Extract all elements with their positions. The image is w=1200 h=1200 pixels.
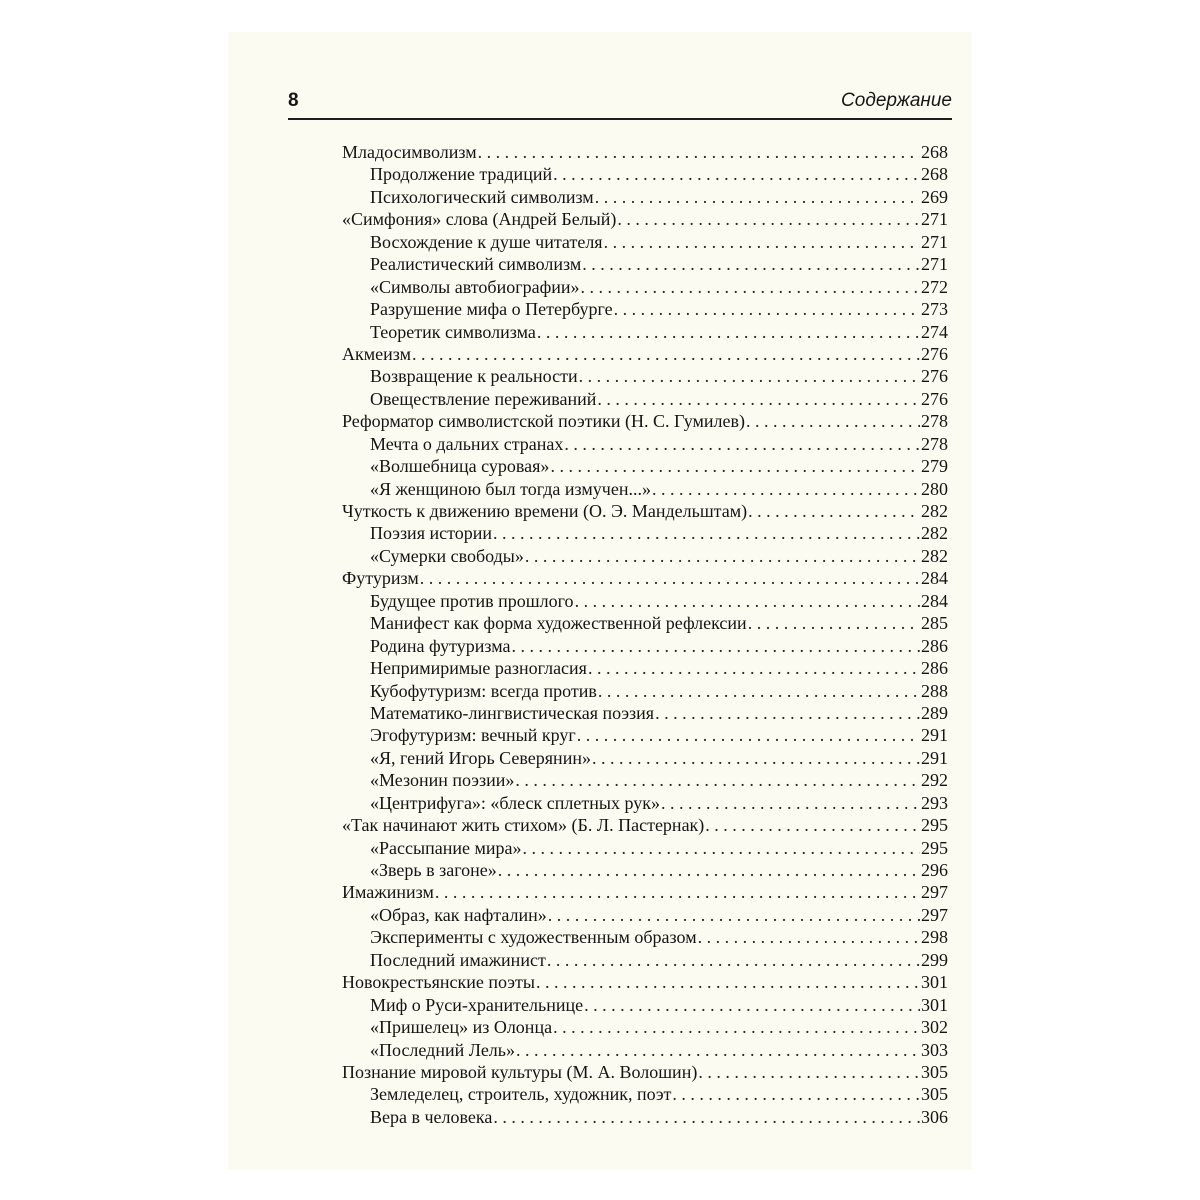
- toc-entry-title: Реалистический символизм: [370, 254, 582, 275]
- toc-entry-page: 280: [921, 478, 948, 499]
- toc-section-entry: [342, 748, 948, 770]
- dot-leader: [579, 366, 920, 387]
- toc-section-entry: [342, 703, 948, 725]
- dot-leader: [575, 591, 920, 612]
- toc-entry-title: Кубофутуризм: всегда против: [370, 680, 597, 701]
- toc-section-entry: [342, 860, 948, 882]
- dot-leader: [614, 299, 920, 320]
- dot-leader: [435, 882, 920, 903]
- dot-leader: [582, 254, 920, 275]
- toc-section-entry: [342, 254, 948, 276]
- dot-leader: [748, 501, 920, 522]
- toc-entry-page: 297: [921, 904, 948, 925]
- toc-entry-page: 268: [921, 164, 948, 185]
- dot-leader: [412, 344, 920, 365]
- toc-section-entry: [342, 187, 948, 209]
- toc-chapter-entry: [342, 209, 948, 231]
- toc-section-entry: [342, 366, 948, 388]
- toc-entry-title: «Последний Лель»: [370, 1039, 515, 1060]
- toc-entry-title: Восхождение к душе читателя: [370, 231, 603, 252]
- toc-entry-title: «Я, гений Игорь Северянин»: [370, 747, 591, 768]
- toc-entry-page: 291: [921, 747, 948, 768]
- toc-entry-page: 284: [921, 590, 948, 611]
- dot-leader: [597, 389, 920, 410]
- toc-entry-page: 297: [921, 882, 948, 903]
- toc-entry-page: 276: [921, 343, 948, 364]
- toc-section-entry: [342, 793, 948, 815]
- toc-entry-title: Новокрестьянские поэты: [342, 972, 535, 993]
- toc-entry-page: 272: [921, 276, 948, 297]
- toc-section-entry: [342, 1084, 948, 1106]
- toc-entry-page: 286: [921, 635, 948, 656]
- toc-section-entry: [342, 927, 948, 949]
- toc-entry-title: Эгофутуризм: вечный круг: [370, 725, 576, 746]
- dot-leader: [652, 479, 920, 500]
- toc-entry-page: 278: [921, 411, 948, 432]
- toc-entry-title: «Зверь в загоне»: [370, 860, 497, 880]
- dot-leader: [547, 950, 920, 971]
- toc-entry-title: Мечта о дальних странах: [370, 433, 564, 454]
- dot-leader: [515, 770, 920, 791]
- toc-entry-page: 299: [921, 949, 948, 970]
- toc-section-entry: [342, 838, 948, 860]
- toc-section-entry: [342, 1017, 948, 1039]
- toc-entry-title: «Сумерки свободы»: [370, 545, 524, 566]
- dot-leader: [478, 142, 920, 163]
- toc-entry-page: 295: [921, 837, 948, 858]
- toc-entry-title: Акмеизм: [342, 343, 412, 364]
- toc-section-entry: [342, 277, 948, 299]
- dot-leader: [655, 703, 920, 724]
- toc-entry-page: 303: [921, 1039, 948, 1060]
- dot-leader: [553, 164, 920, 185]
- toc-entry-title: Поэзия истории: [370, 523, 492, 544]
- dot-leader: [512, 636, 920, 657]
- dot-leader: [537, 322, 920, 343]
- dot-leader: [592, 748, 920, 769]
- dot-leader: [698, 1062, 920, 1083]
- running-title: Содержание: [841, 90, 952, 111]
- toc-chapter-entry: [342, 972, 948, 994]
- toc-entry-page: 288: [921, 680, 948, 701]
- toc-entry-page: 285: [921, 613, 948, 634]
- dot-leader: [553, 1017, 920, 1038]
- table-of-contents: [342, 142, 948, 1129]
- toc-chapter-entry: [342, 1062, 948, 1084]
- dot-leader: [588, 658, 920, 679]
- toc-entry-title: Земледелец, строитель, художник, поэт: [370, 1084, 672, 1105]
- toc-entry-page: 305: [921, 1061, 948, 1082]
- dot-leader: [748, 613, 920, 634]
- toc-section-entry: [342, 299, 948, 321]
- toc-entry-page: 298: [921, 927, 948, 948]
- toc-section-entry: [342, 456, 948, 478]
- toc-entry-title: Продолжение традиций: [370, 164, 553, 185]
- toc-entry-title: Математико-лингвистическая поэзия: [370, 702, 655, 723]
- toc-entry-page: 289: [921, 702, 948, 723]
- dot-leader: [661, 793, 920, 814]
- toc-entry-title: Футуризм: [342, 568, 419, 589]
- toc-chapter-entry: [342, 568, 948, 590]
- toc-entry-title: Овеществление переживаний: [370, 388, 597, 409]
- dot-leader: [564, 434, 920, 455]
- toc-entry-page: 271: [921, 254, 948, 275]
- toc-section-entry: [342, 995, 948, 1017]
- toc-entry-page: 306: [921, 1106, 948, 1127]
- toc-section-entry: [342, 950, 948, 972]
- toc-section-entry: [342, 523, 948, 545]
- toc-entry-title: «Рассыпание мира»: [370, 837, 522, 858]
- toc-section-entry: [342, 1107, 948, 1129]
- dot-leader: [672, 1084, 920, 1105]
- toc-entry-page: 282: [921, 523, 948, 544]
- toc-section-entry: [342, 232, 948, 254]
- toc-entry-title: Вера в человека: [370, 1106, 493, 1127]
- toc-entry-page: 293: [921, 792, 948, 813]
- dot-leader: [550, 456, 920, 477]
- dot-leader: [493, 523, 920, 544]
- dot-leader: [536, 972, 920, 993]
- toc-entry-page: 292: [921, 770, 948, 791]
- toc-chapter-entry: [342, 411, 948, 433]
- dot-leader: [746, 411, 920, 432]
- toc-entry-title: Последний имажинист: [370, 949, 546, 970]
- toc-entry-title: Психологический символизм: [370, 186, 594, 207]
- toc-section-entry: [342, 636, 948, 658]
- toc-entry-page: 273: [921, 299, 948, 320]
- toc-entry-title: Непримиримые разногласия: [370, 658, 587, 679]
- dot-leader: [617, 209, 920, 230]
- toc-entry-title: «Симфония» слова (Андрей Белый): [342, 209, 617, 230]
- toc-chapter-entry: [342, 882, 948, 904]
- toc-chapter-entry: [342, 501, 948, 523]
- toc-entry-title: Познание мировой культуры (М. А. Волошин): [342, 1061, 698, 1082]
- dot-leader: [595, 187, 920, 208]
- toc-entry-page: 291: [921, 725, 948, 746]
- book-page: [228, 32, 972, 1170]
- dot-leader: [598, 681, 920, 702]
- toc-entry-title: Теоретик символизма: [370, 321, 536, 342]
- toc-chapter-entry: [342, 142, 948, 164]
- toc-entry-title: «Волшебница суровая»: [370, 456, 550, 477]
- toc-entry-title: «Так начинают жить стихом» (Б. Л. Пастернак): [342, 815, 705, 836]
- dot-leader: [522, 838, 920, 859]
- toc-section-entry: [342, 389, 948, 411]
- page-number: 8: [288, 90, 299, 111]
- toc-section-entry: [342, 546, 948, 568]
- dot-leader: [705, 815, 920, 836]
- dot-leader: [498, 860, 920, 881]
- dot-leader: [548, 905, 920, 926]
- toc-entry-page: 274: [921, 321, 948, 342]
- toc-entry-page: 269: [921, 186, 948, 207]
- toc-entry-page: 276: [921, 388, 948, 409]
- toc-entry-title: «Образ, как нафталин»: [370, 904, 547, 925]
- dot-leader: [525, 546, 920, 567]
- toc-entry-page: 296: [921, 860, 948, 880]
- toc-entry-title: Имажинизм: [342, 882, 434, 903]
- dot-leader: [604, 232, 920, 253]
- toc-entry-page: 278: [921, 433, 948, 454]
- toc-entry-page: 295: [921, 815, 948, 836]
- toc-entry-page: 302: [921, 1017, 948, 1038]
- toc-section-entry: [342, 434, 948, 456]
- toc-entry-page: 282: [921, 501, 948, 521]
- toc-section-entry: [342, 681, 948, 703]
- toc-section-entry: [342, 725, 948, 747]
- toc-section-entry: [342, 322, 948, 344]
- dot-leader: [577, 725, 920, 746]
- toc-entry-page: 276: [921, 366, 948, 387]
- toc-entry-page: 286: [921, 658, 948, 679]
- toc-entry-page: 271: [921, 209, 948, 230]
- toc-entry-title: Реформатор символистской поэтики (Н. С. Гумилев): [342, 411, 746, 432]
- toc-entry-page: 268: [921, 142, 948, 162]
- toc-entry-title: «Я женщиною был тогда измучен...»: [370, 478, 651, 499]
- dot-leader: [420, 568, 920, 589]
- toc-entry-page: 279: [921, 456, 948, 477]
- dot-leader: [516, 1040, 920, 1061]
- dot-leader: [581, 277, 920, 298]
- toc-entry-page: 305: [921, 1084, 948, 1105]
- toc-chapter-entry: [342, 344, 948, 366]
- toc-entry-title: Возвращение к реальности: [370, 366, 578, 387]
- toc-section-entry: [342, 591, 948, 613]
- toc-entry-page: 282: [921, 545, 948, 566]
- toc-section-entry: [342, 770, 948, 792]
- page-header: [288, 88, 952, 120]
- toc-entry-title: Будущее против прошлого: [370, 590, 574, 611]
- dot-leader: [698, 927, 920, 948]
- toc-entry-title: Младосимволизм: [342, 142, 477, 162]
- toc-section-entry: [342, 1040, 948, 1062]
- toc-section-entry: [342, 613, 948, 635]
- toc-entry-page: 284: [921, 568, 948, 589]
- dot-leader: [584, 995, 920, 1016]
- dot-leader: [493, 1107, 920, 1128]
- toc-entry-title: «Пришелец» из Олонца: [370, 1017, 553, 1038]
- toc-entry-title: «Центрифуга»: «блеск сплетных рук»: [370, 792, 660, 813]
- toc-entry-title: Манифест как форма художественной рефлексии: [370, 613, 747, 634]
- toc-section-entry: [342, 164, 948, 186]
- toc-section-entry: [342, 479, 948, 501]
- toc-entry-title: «Мезонин поэзии»: [370, 770, 515, 791]
- toc-entry-title: Разрушение мифа о Петербурге: [370, 299, 613, 320]
- toc-entry-page: 301: [921, 972, 948, 993]
- toc-entry-title: Чуткость к движению времени (О. Э. Мандельштам): [342, 501, 748, 521]
- toc-entry-page: 301: [921, 994, 948, 1015]
- toc-entry-title: «Символы автобиографии»: [370, 276, 580, 297]
- toc-section-entry: [342, 658, 948, 680]
- toc-entry-title: Миф о Руси-хранительнице: [370, 994, 584, 1015]
- toc-section-entry: [342, 905, 948, 927]
- toc-chapter-entry: [342, 815, 948, 837]
- toc-entry-page: 271: [921, 231, 948, 252]
- toc-entry-title: Родина футуризма: [370, 635, 511, 656]
- toc-entry-title: Эксперименты с художественным образом: [370, 927, 697, 948]
